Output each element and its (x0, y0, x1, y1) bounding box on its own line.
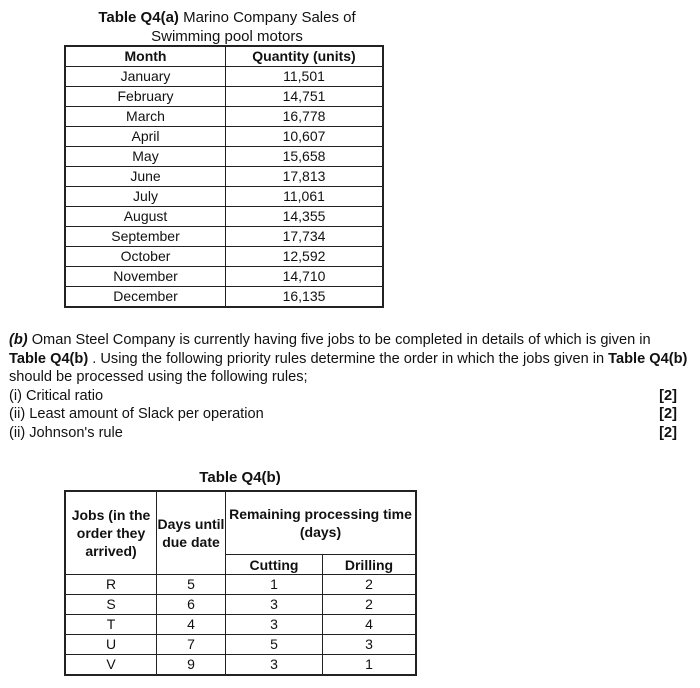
header-month: Month (65, 46, 226, 67)
job-cell: T (65, 615, 157, 635)
cutting-cell: 3 (226, 615, 323, 635)
table-row (65, 127, 383, 147)
question-b-body (9, 331, 689, 387)
days-cell: 5 (157, 575, 226, 595)
table-row (65, 147, 383, 167)
rule-marks: [2] (659, 406, 677, 422)
drilling-cell: 1 (323, 655, 417, 676)
job-cell: R (65, 575, 157, 595)
question-b-ref1: Table Q4(b) (9, 350, 89, 367)
table-a-title-line1 (62, 8, 392, 27)
table-a-title-line2: Swimming pool motors (151, 28, 303, 45)
header-jobs: Jobs (in the order they arrived) (65, 491, 157, 575)
rule-text: (ii) Least amount of Slack per operation (9, 406, 264, 422)
job-cell: V (65, 655, 157, 676)
jobs-table (64, 490, 417, 676)
rule-item (9, 387, 689, 406)
table-row (65, 635, 416, 655)
month-cell: September (65, 227, 226, 247)
cutting-cell: 5 (226, 635, 323, 655)
quantity-cell: 16,778 (226, 107, 384, 127)
quantity-cell: 11,061 (226, 187, 384, 207)
month-cell: April (65, 127, 226, 147)
jobs-table-header-row (65, 491, 416, 555)
days-cell: 6 (157, 595, 226, 615)
days-cell: 7 (157, 635, 226, 655)
table-row (65, 575, 416, 595)
month-cell: January (65, 67, 226, 87)
table-a-title (62, 8, 392, 46)
cutting-cell: 3 (226, 595, 323, 615)
question-b-text2: . Using the following priority rules determine the order in which the jobs given in (88, 350, 609, 367)
question-b-text1: Oman Steel Company is currently having five jobs to be completed in details of which is given in (27, 332, 651, 348)
rule-marks: [2] (659, 387, 677, 404)
table-a-title-rest: Marino Company Sales of (178, 9, 356, 26)
month-cell: November (65, 267, 226, 287)
rule-text: (ii) Johnson's rule (9, 424, 123, 441)
table-row (65, 287, 383, 308)
quantity-cell: 17,734 (226, 227, 384, 247)
quantity-cell: 14,355 (226, 207, 384, 227)
table-row (65, 107, 383, 127)
job-cell: S (65, 595, 157, 615)
table-row (65, 655, 416, 676)
header-cutting: Cutting (226, 555, 323, 575)
drilling-cell: 4 (323, 615, 417, 635)
table-row (65, 227, 383, 247)
table-a-title-bold: Table Q4(a) (98, 9, 179, 26)
question-b-ref2: Table Q4(b) (608, 350, 688, 367)
table-row (65, 247, 383, 267)
days-cell: 4 (157, 615, 226, 635)
quantity-cell: 16,135 (226, 287, 384, 308)
job-cell: U (65, 635, 157, 655)
month-cell: December (65, 287, 226, 308)
quantity-cell: 17,813 (226, 167, 384, 187)
table-row (65, 187, 383, 207)
rule-text: (i) Critical ratio (9, 387, 104, 404)
header-quantity: Quantity (units) (226, 46, 384, 67)
header-drilling: Drilling (323, 555, 417, 575)
cutting-cell: 1 (226, 575, 323, 595)
table-row (65, 207, 383, 227)
drilling-cell: 2 (323, 595, 417, 615)
question-b (9, 331, 689, 442)
table-row (65, 67, 383, 87)
table-b-title: Table Q4(b) (199, 469, 281, 486)
rule-item (9, 424, 689, 443)
question-b-label: (b) (9, 332, 28, 348)
month-cell: June (65, 167, 226, 187)
month-cell: August (65, 207, 226, 227)
cutting-cell: 3 (226, 655, 323, 676)
sales-table-header-row (65, 46, 383, 67)
month-cell: July (65, 187, 226, 207)
quantity-cell: 15,658 (226, 147, 384, 167)
table-row (65, 595, 416, 615)
table-row (65, 87, 383, 107)
quantity-cell: 10,607 (226, 127, 384, 147)
drilling-cell: 3 (323, 635, 417, 655)
rule-item (9, 405, 689, 424)
month-cell: October (65, 247, 226, 267)
quantity-cell: 14,751 (226, 87, 384, 107)
rule-marks: [2] (659, 424, 677, 441)
drilling-cell: 2 (323, 575, 417, 595)
month-cell: March (65, 107, 226, 127)
table-row (65, 167, 383, 187)
header-remaining: Remaining processing time (days) (226, 491, 417, 555)
month-cell: February (65, 87, 226, 107)
table-row (65, 267, 383, 287)
month-cell: May (65, 147, 226, 167)
quantity-cell: 14,710 (226, 267, 384, 287)
sales-table (64, 45, 384, 308)
header-days: Days until due date (157, 491, 226, 575)
quantity-cell: 12,592 (226, 247, 384, 267)
question-b-text3: should be processed using the following rules; (9, 369, 308, 385)
days-cell: 9 (157, 655, 226, 676)
quantity-cell: 11,501 (226, 67, 384, 87)
table-row (65, 615, 416, 635)
